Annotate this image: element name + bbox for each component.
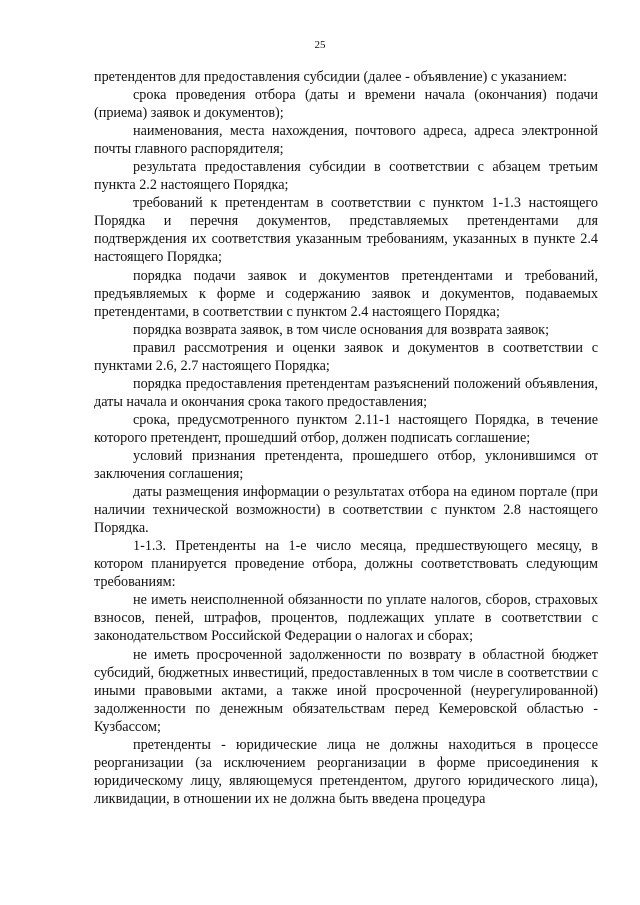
paragraph: претенденты - юридические лица не должны находиться в процессе реорганизации (за исключением реорганизации в форме присоединения к юридическому лицу, являющемуся претендентом, другого юридического лица), ликвидации, в отношении их не должна быть введена процедура [94,736,598,807]
paragraph: порядка подачи заявок и документов претендентами и требований, предъявляемых к форме и содержанию заявок и документов, подаваемых претендентами, в соответствии с пунктом 2.4 настоящего Порядка; [94,267,598,320]
paragraph: срока проведения отбора (даты и времени начала (окончания) подачи (приема) заявок и документов); [94,87,598,122]
document-body [94,68,598,808]
paragraph: наименования, места нахождения, почтового адреса, адреса электронной почты главного распорядителя; [94,123,598,158]
paragraph: результата предоставления субсидии в соответствии с абзацем третьим пункта 2.2 настоящего Порядка; [94,159,598,194]
paragraph: 1-1.3. Претенденты на 1-е число месяца, предшествующего месяцу, в котором планируется проведение отбора, должны соответствовать следующим требованиям: [94,538,598,591]
paragraph: даты размещения информации о результатах отбора на едином портале (при наличии технической возможности) в соответствии с пунктом 2.8 настоящего Порядка. [94,484,598,537]
paragraph: не иметь неисполненной обязанности по уплате налогов, сборов, страховых взносов, пеней, штрафов, процентов, подлежащих уплате в соответствии с законодательством Российской Федерации о налогах и сборах; [94,592,598,645]
paragraph: срока, предусмотренного пунктом 2.11-1 настоящего Порядка, в течение которого претендент, прошедший отбор, должен подписать соглашение; [94,411,598,446]
paragraph: условий признания претендента, прошедшего отбор, уклонившимся от заключения соглашения; [94,447,598,483]
paragraph: претендентов для предоставления субсидии (далее - объявление) с указанием: [94,69,568,85]
paragraph: требований к претендентам в соответствии с пунктом 1-1.3 настоящего Порядка и перечня документов, представляемых претендентами для подтверждения их соответствия указанным требованиям, указанных в пункте 2.4 настоящего Порядка; [94,195,598,266]
paragraph: порядка возврата заявок, в том числе основания для возврата заявок; [133,321,550,338]
paragraph: правил рассмотрения и оценки заявок и документов в соответствии с пунктами 2.6, 2.7 настоящего Порядка; [94,339,598,374]
page-number: 25 [314,39,326,51]
paragraph: порядка предоставления претендентам разъяснений положений объявления, даты начала и окончания срока такого предоставления; [94,375,598,410]
paragraph: не иметь просроченной задолженности по возврату в областной бюджет субсидий, бюджетных инвестиций, предоставленных в том числе в соответствии с иными правовыми актами, а также иной просроченной (неурегулированной) задолженности по денежным обязательствам перед Кемеровской областью - Кузбассом; [94,646,598,735]
